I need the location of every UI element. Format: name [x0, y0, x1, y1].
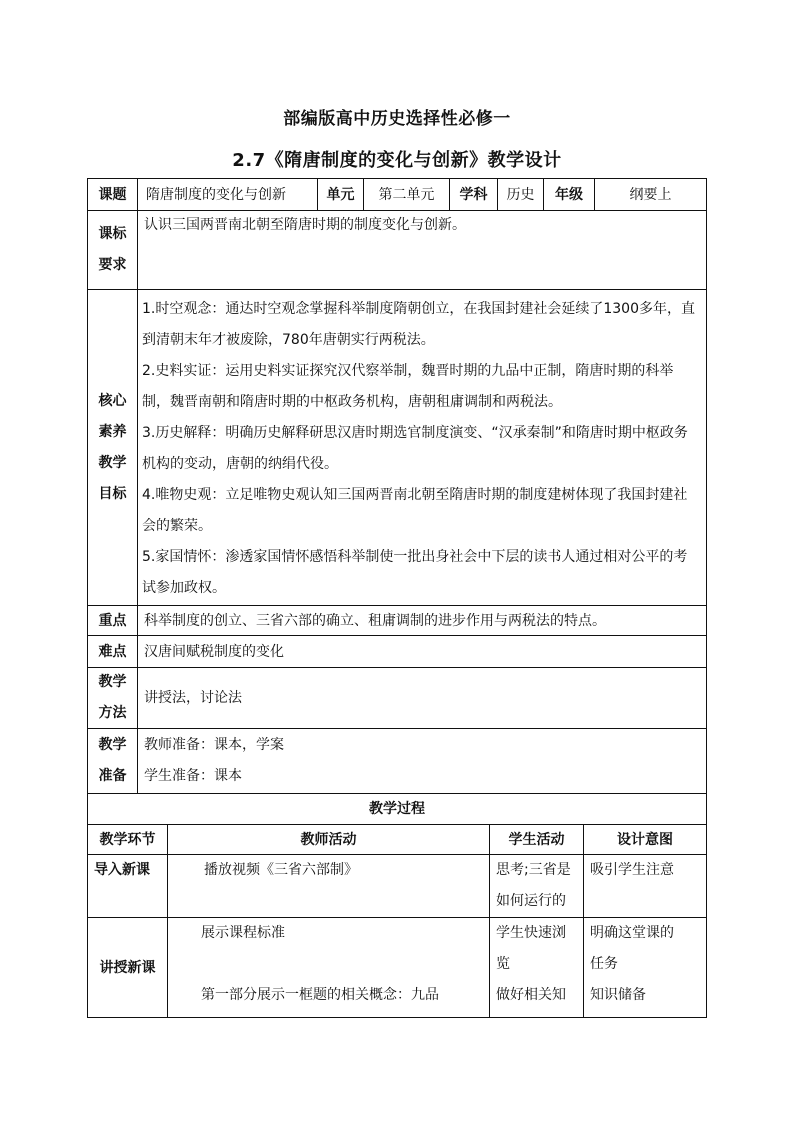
- objective-item: 2.史料实证：运用史料实证探究汉代察举制，魏晋时期的九品中正制，隋唐时期的科举制，魏晋南朝和隋唐时期的中枢政务机构，唐朝租庸调制和两税法。: [142, 363, 674, 410]
- topic-label: 课题: [87, 178, 138, 211]
- process-title: 教学过程: [87, 793, 707, 825]
- standard-label: 课标 要求: [87, 210, 138, 290]
- objective-item: 5.家国情怀：渗透家国情怀感悟科举制使一批出身社会中下层的读书人通过相对公平的考试参加政权。: [142, 549, 688, 596]
- grade-label: 年级: [543, 178, 595, 211]
- method-text: 讲授法，讨论法: [137, 667, 707, 729]
- stage-new-lesson: 讲授新课: [87, 917, 168, 1018]
- header-teacher-activity: 教师活动: [167, 824, 490, 855]
- topic-value: 隋唐制度的变化与创新: [137, 178, 318, 211]
- grade-value: 纲要上: [594, 178, 707, 211]
- unit-value: 第二单元: [363, 178, 450, 211]
- document-title: 部编版高中历史选择性必修一: [283, 109, 511, 129]
- standard-text: 认识三国两晋南北朝至隋唐时期的制度变化与创新。: [137, 210, 707, 290]
- objective-item: 3.历史解释：明确历史解释研思汉唐时期选官制度演变、“汉承秦制”和隋唐时期中枢政务机构的变动，唐朝的纳绢代役。: [142, 425, 688, 472]
- teacher-activity: 展示课程标准 第一部分展示一框题的相关概念：九品: [167, 917, 490, 1018]
- method-label: 教学 方法: [87, 667, 138, 729]
- key-point-text: 科举制度的创立、三省六部的确立、租庸调制的进步作用与两税法的特点。: [137, 605, 707, 636]
- student-activity: 思考;三省是 如何运行的: [489, 854, 584, 918]
- key-point-label: 重点: [87, 605, 138, 636]
- subject-value: 历史: [497, 178, 544, 211]
- lesson-title: 2.7《隋唐制度的变化与创新》教学设计: [232, 150, 562, 171]
- header-stage: 教学环节: [87, 824, 168, 855]
- objective-item: 4.唯物史观：立足唯物史观认知三国两晋南北朝至隋唐时期的制度建树体现了我国封建社会的繁荣。: [142, 487, 688, 534]
- teacher-activity: 播放视频《三省六部制》: [167, 854, 490, 918]
- difficulty-label: 难点: [87, 635, 138, 668]
- preparation-label: 教学 准备: [87, 728, 138, 794]
- unit-label: 单元: [317, 178, 364, 211]
- teacher-preparation: 教师准备：课本，学案: [144, 737, 284, 753]
- core-label: 核心 素养 教学 目标: [87, 289, 138, 606]
- preparation-text: [137, 728, 707, 794]
- student-preparation: 学生准备：课本: [144, 768, 242, 784]
- design-intent: 明确这堂课的 任务 知识储备: [583, 917, 707, 1018]
- stage-introduction: 导入新课: [87, 854, 168, 918]
- header-design-intent: 设计意图: [583, 824, 707, 855]
- core-objectives: [137, 289, 707, 606]
- design-intent: 吸引学生注意: [583, 854, 707, 918]
- student-activity: 学生快速浏 览 做好相关知: [489, 917, 584, 1018]
- objective-item: 1.时空观念：通达时空观念掌握科举制度隋朝创立，在我国封建社会延续了1300多年，直到清朝末年才被废除，780年唐朝实行两税法。: [142, 301, 695, 348]
- lesson-plan-table: [87, 178, 707, 1018]
- difficulty-text: 汉唐间赋税制度的变化: [137, 635, 707, 668]
- subject-label: 学科: [449, 178, 498, 211]
- header-student-activity: 学生活动: [489, 824, 584, 855]
